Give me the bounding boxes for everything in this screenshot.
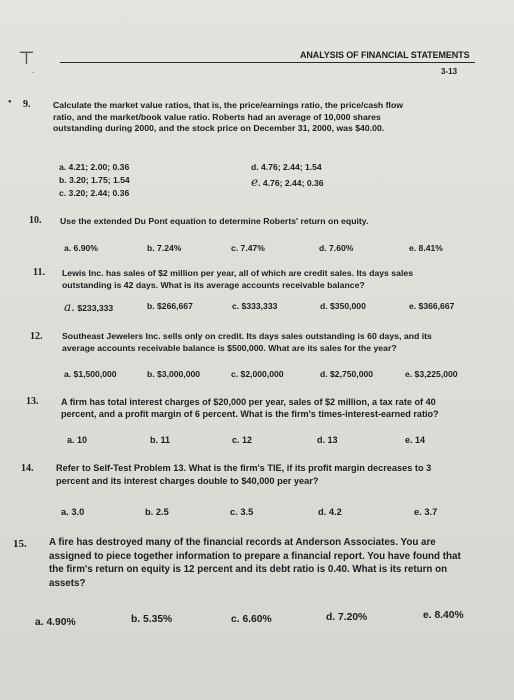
question-13-option-e: e. 14 [405, 435, 426, 445]
question-13-number: 13. [26, 396, 39, 407]
running-header-title: ANALYSIS OF FINANCIAL STATEMENTS [300, 50, 470, 60]
question-9-option-e [251, 175, 324, 189]
question-10-option-d: d. 7.60% [319, 243, 354, 253]
question-15-option-b: b. 5.35% [131, 614, 173, 625]
question-10-option-c: c. 7.47% [231, 243, 265, 253]
question-11-option-e: e. $366,667 [409, 301, 455, 311]
question-14-option-b: b. 2.5 [145, 507, 169, 517]
question-10-text: Use the extended Du Pont equation to determine Roberts' return on equity. [60, 216, 369, 226]
question-11-line-1: Lewis Inc. has sales of $2 million per year, all of which are credit sales. Its days sales [62, 268, 414, 278]
question-14-line-1: Refer to Self-Test Problem 13. What is the firm's TIE, if its profit margin decreases to 3 [56, 463, 432, 473]
question-12-text [62, 331, 432, 354]
header-rule [60, 62, 475, 63]
question-13-option-a: a. 10 [67, 435, 88, 445]
margin-dot: • [8, 97, 12, 108]
question-14-option-a: a. 3.0 [61, 507, 85, 517]
question-13-text [61, 396, 439, 420]
question-12-line-2: average accounts receivable balance is $500,000. What are its sales for the year? [62, 342, 397, 353]
question-11-option-b: b. $266,667 [147, 301, 193, 311]
pen-mark: ⊤ [18, 48, 35, 68]
question-15-line-4: assets? [49, 577, 86, 589]
question-14-option-c: c. 3.5 [230, 507, 254, 517]
question-12-line-1: Southeast Jewelers Inc. sells only on credit. Its days sales outstanding is 60 days, and its [62, 331, 432, 341]
question-11-line-2: outstanding is 42 days. What is its average accounts receivable balance? [62, 279, 365, 290]
question-9-option-d: d. 4.76; 2.44; 1.54 [251, 162, 322, 172]
question-13-option-c: c. 12 [232, 435, 253, 445]
question-11-option-d: d. $350,000 [320, 301, 366, 311]
question-10-option-b: b. 7.24% [147, 243, 182, 253]
question-14-line-2: percent and its interest charges double to $40,000 per year? [56, 475, 319, 486]
question-9-line-3: outstanding during 2000, and the stock price on December 31, 2000, was $40.00. [53, 123, 385, 134]
question-13-option-b: b. 11 [150, 435, 171, 445]
question-13-line-1: A firm has total interest charges of $20,000 per year, sales of $2 million, a tax rate of 40 [61, 397, 436, 407]
question-11-number: 11. [33, 267, 45, 278]
question-15-number: 15. [13, 538, 27, 550]
pen-mark-small: . [32, 66, 34, 75]
question-15-option-d: d. 7.20% [326, 612, 368, 623]
page-number: 3-13 [441, 67, 458, 76]
question-9-option-e-text: . 4.76; 2.44; 0.36 [258, 178, 324, 188]
question-12-number: 12. [30, 331, 43, 342]
question-10-option-e: e. 8.41% [409, 243, 443, 253]
handwritten-a: a. [64, 300, 75, 314]
question-13-line-2: percent, and a profit margin of 6 percent. What is the firm's times-interest-earned ratio? [61, 409, 439, 419]
question-9-number: 9. [23, 99, 31, 110]
question-12-option-d: d. $2,750,000 [320, 369, 374, 379]
question-12-option-b: b. $3,000,000 [147, 369, 201, 379]
question-10-number: 10. [29, 215, 42, 226]
question-13-option-d: d. 13 [317, 435, 338, 445]
question-12-option-a: a. $1,500,000 [64, 369, 117, 379]
question-10-option-a: a. 6.90% [64, 243, 98, 253]
question-15-text [49, 536, 461, 590]
question-9-text [53, 100, 403, 135]
question-9-option-c: c. 3.20; 2.44; 0.36 [59, 188, 130, 198]
question-12-option-c: c. $2,000,000 [231, 369, 284, 379]
question-11-option-c: c. $333,333 [232, 301, 278, 311]
question-15-option-c: c. 6.60% [231, 614, 272, 625]
question-9-line-1: Calculate the market value ratios, that is, the price/earnings ratio, the price/cash flow [53, 100, 404, 110]
question-14-number: 14. [21, 463, 34, 474]
question-9-line-2: ratio, and the market/book value ratio. Roberts had an average of 10,000 shares [53, 111, 381, 122]
question-11-text [62, 268, 413, 291]
question-15-option-e: e. 8.40% [423, 610, 464, 621]
question-15-line-2: assigned to piece together information to prepare a financial report. You have found that [49, 550, 461, 562]
question-9-option-b: b. 3.20; 1.75; 1.54 [59, 175, 130, 185]
question-15-line-1: A fire has destroyed many of the financial records at Anderson Associates. You are [49, 537, 436, 548]
question-14-text [56, 462, 431, 487]
question-9-option-a: a. 4.21; 2.00; 0.36 [59, 162, 130, 172]
question-11-option-a [64, 300, 113, 314]
question-12-option-e: e. $3,225,000 [405, 369, 458, 379]
question-14-option-d: d. 4.2 [318, 507, 342, 517]
question-15-line-3: the firm's return on equity is 12 percent and its debt ratio is 0.40. What is its return on [49, 564, 448, 575]
question-11-option-a-text: $233,333 [77, 303, 114, 313]
question-15-option-a: a. 4.90% [35, 617, 76, 628]
question-14-option-e: e. 3.7 [414, 507, 438, 517]
handwritten-e: e [251, 175, 259, 189]
